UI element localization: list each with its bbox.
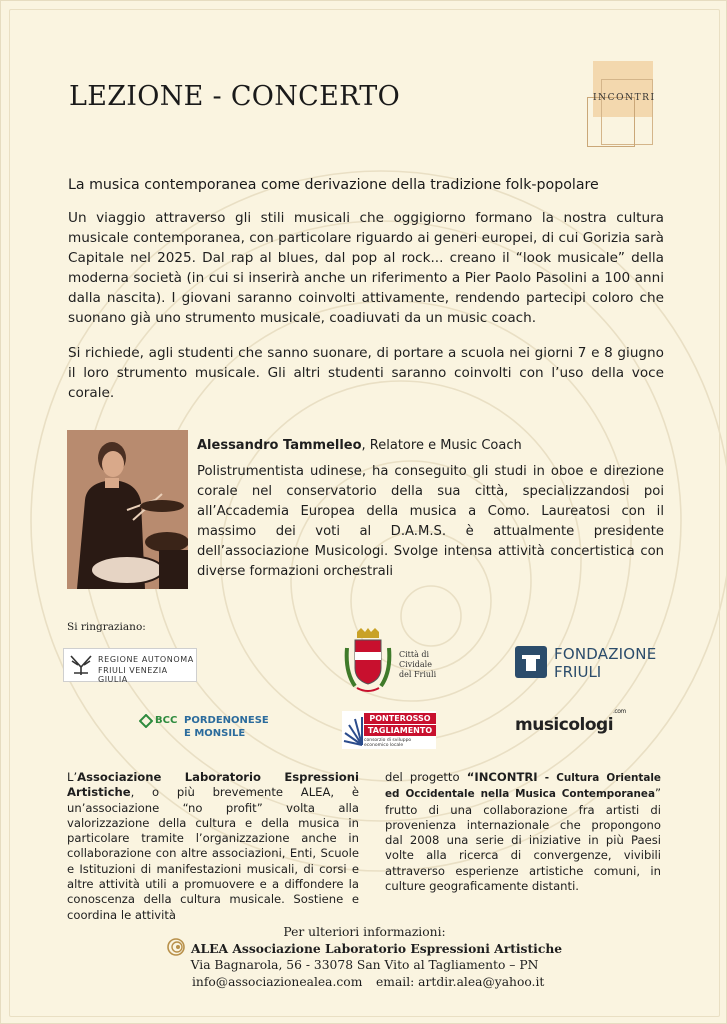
sunburst-icon: [342, 711, 364, 749]
speaker-name: Alessandro Tammelleo: [197, 438, 362, 453]
page-title: LEZIONE - CONCERTO: [69, 81, 401, 112]
contact-email-artdir[interactable]: email: artdir.alea@yahoo.it: [376, 975, 545, 989]
cividale-line2: Cividale: [399, 660, 432, 669]
cividale-text: [399, 650, 436, 680]
eagle-icon: [68, 653, 94, 677]
regione-line1: REGIONE AUTONOMA: [98, 655, 194, 664]
alea-spiral-icon: [167, 938, 185, 956]
speaker-photo: [67, 430, 188, 589]
bcc-line2: E MONSILE: [184, 728, 246, 739]
fondazione-line1: FONDAZIONE: [554, 645, 657, 663]
sponsor-bcc-logo: [139, 712, 279, 740]
regione-line2: FRIULI VENEZIA GIULIA: [98, 666, 168, 684]
event-subtitle: La musica contemporanea come derivazione della tradizione folk-popolare: [68, 177, 599, 193]
project-prefix: del progetto: [385, 770, 467, 784]
cividale-line3: del Friuli: [399, 670, 437, 679]
sponsor-ponterosso-logo: [342, 711, 436, 749]
event-intro-paragraph: Un viaggio attraverso gli stili musicali che oggigiorno formano la nostra cultura musicale contemporanea, con particolare riguardo ai generi europei, di cui Gorizia sarà Capitale nel 2025. Dal rap al blues, dal pop al rock... creano il “look musicale” della moderna società (in cui si inserirà anche un riferimento a Pier Paolo Pasolini a 100 anni dalla nascita). I giovani saranno coinvolti attivamente, rendendo partecipi coloro che suonano già uno strumento musicale, coadiuvati da un music coach.: [68, 210, 664, 326]
speaker-role: , Relatore e Music Coach: [361, 438, 522, 453]
speaker-bio: Polistrumentista udinese, ha conseguito gli studi in oboe e direzione corale nel conservatorio della sua città, specializzandosi poi all’Accademia Europea della musica a Como. Laureatosi con il massimo dei voti al D.A.M.S. è attualmente presidente dell’associazione Musicologi. Svolge intensa attività concertistica con diverse formazioni orchestrali: [197, 464, 664, 579]
association-text: , o più brevemente ALEA, è un’associazione “no profit” volta alla valorizzazione della cultura e della musica in particolare tramite l’organizzazione anche in collaborazione con altre associazioni, Enti, Scuole e Istituzioni di manifestazioni musicali, di corsi e altre attività utili a promuovere e a diffondere la conoscenza della cultura musicale. Sostiene e coordina le attività: [67, 785, 359, 922]
project-subtitle: - Cultura Orientale ed Occidentale nella Musica Contemporanea: [385, 772, 661, 801]
ponte-line1: PONTEROSSO: [364, 713, 436, 724]
ponte-line3: consorzio di sviluppo economico locale: [364, 738, 412, 748]
project-description: [385, 770, 661, 894]
event-note-paragraph: Si richiede, agli studenti che sanno suonare, di portare a scuola nei giorni 7 e 8 giugno il loro strumento musicale. Gli altri studenti saranno coinvolti con l’uso della voce corale.: [68, 345, 664, 401]
association-description: [67, 770, 359, 923]
contact-organization: ALEA Associazione Laboratorio Espressioni Artistiche: [191, 941, 563, 956]
musicologi-suffix: .com: [613, 708, 626, 715]
incontri-logo: [587, 57, 655, 147]
contact-email-info[interactable]: info@associazionealea.com: [192, 975, 363, 989]
contact-title: Per ulteriori informazioni:: [283, 925, 446, 939]
bcc-mark: BCC: [155, 715, 178, 726]
incontri-logo-text: INCONTRI: [593, 93, 656, 103]
bcc-line1: PORDENONESE: [184, 715, 269, 726]
sponsor-regione-fvg-logo: [63, 648, 197, 682]
contact-address: Via Bagnarola, 56 - 33078 San Vito al Tagliamento – PN: [190, 958, 539, 972]
speaker-heading: [197, 438, 522, 453]
fondazione-mark-icon: [514, 645, 548, 679]
fondazione-line2: FRIULI: [554, 663, 602, 681]
sponsor-musicologi-logo: [515, 708, 626, 735]
association-name: Associazione Laboratorio Espressioni Artistiche: [67, 770, 359, 800]
cividale-line1: Città di: [399, 650, 430, 659]
association-prefix: L’: [67, 770, 78, 784]
bcc-mark-icon: [139, 714, 153, 728]
project-text: ” frutto di una collaborazione fra artisti di provenienza internazionale che propongono dal 2008 una serie di iniziative in più Paesi volte alla ricerca di convergenze, vivibili attraverso esperienze artistiche comuni, in culture geograficamente distanti.: [385, 786, 661, 894]
ponte-line2: TAGLIAMENTO: [364, 725, 436, 736]
city-crest-icon: [343, 628, 393, 696]
sponsor-fondazione-friuli-logo: [514, 645, 664, 685]
thanks-label: Si ringraziano:: [67, 621, 146, 633]
musicologi-wordmark: musicologi: [515, 715, 614, 735]
sponsor-cividale-logo: [341, 628, 441, 698]
project-name: “INCONTRI: [466, 770, 538, 784]
